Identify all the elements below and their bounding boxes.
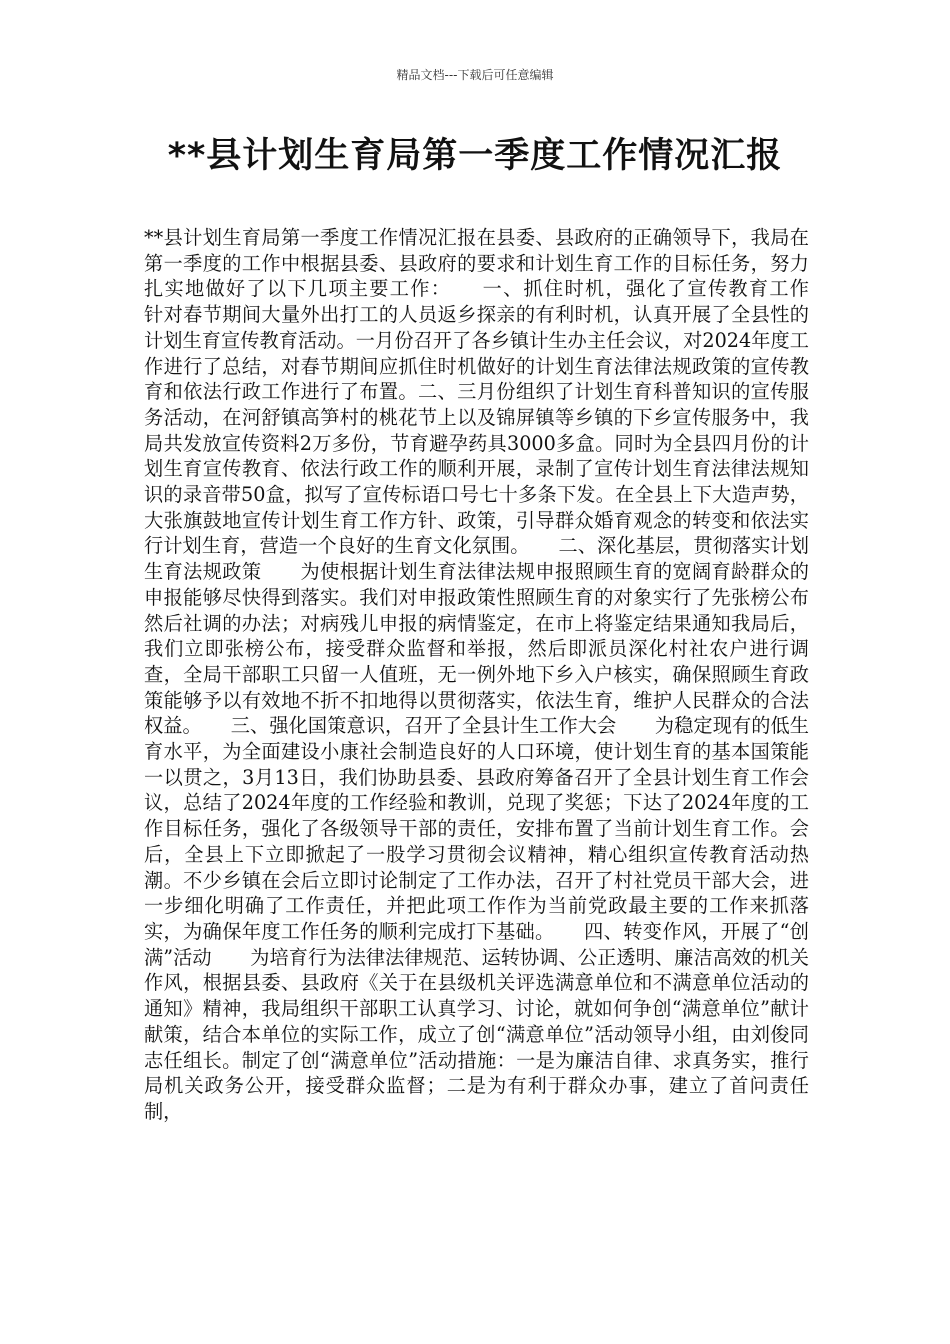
document-title: **县计划生育局第一季度工作情况汇报: [167, 136, 783, 176]
document-body: **县计划生育局第一季度工作情况汇报在县委、县政府的正确领导下，我局在第一季度的工作中根据县委、县政府的要求和计划生育工作的目标任务，努力扎实地做好了以下几项主要工作： 一、抓住时机，强化了宣传教育工作 针对春节期间大量外出打工的人员返乡探亲的有利时机，认真开展了全县性的计划生育宣传教育活动。一月份召开了各乡镇计生办主任会议，对2024年度工作进行了总结，对春节期间应抓住时机做好的计划生育法律法规政策的宣传教育和依法行政工作进行了布置。二、三月份组织了计划生育科普知识的宣传服务活动，在河舒镇高笋村的桃花节上以及锦屏镇等乡镇的下乡宣传服务中，我局共发放宣传资料2万多份，节育避孕药具3000多盒。同时为全县四月份的计划生育宣传教育、依法行政工作的顺利开展，录制了宣传计划生育法律法规知识的录音带50盒，拟写了宣传标语口号七十多条下发。在全县上下大造声势，大张旗鼓地宣传计划生育工作方针、政策，引导群众婚育观念的转变和依法实行计划生育，营造一个良好的生育文化氛围。 二、深化基层，贯彻落实计划生育法规政策 为使根据计划生育法律法规申报照顾生育的宽阔育龄群众的申报能够尽快得到落实。我们对申报政策性照顾生育的对象实行了先张榜公布然后社调的办法；对病残儿申报的病情鉴定，在市上将鉴定结果通知我局后，我们立即张榜公布，接受群众监督和举报，然后即派员深化村社农户进行调查，全局干部职工只留一人值班，无一例外地下乡入户核实，确保照顾生育政策能够予以有效地不折不扣地得以贯彻落实，依法生育，维护人民群众的合法权益。 三、强化国策意识，召开了全县计生工作大会 为稳定现有的低生育水平，为全面建设小康社会制造良好的人口环境，使计划生育的基本国策能一以贯之，3月13日，我们协助县委、县政府筹备召开了全县计划生育工作会议，总结了2024年度的工作经验和教训，兑现了奖惩；下达了2024年度的工作目标任务，强化了各级领导干部的责任，安排布置了当前计划生育工作。会后，全县上下立即掀起了一股学习贯彻会议精神，精心组织宣传教育活动热潮。不少乡镇在会后立即讨论制定了工作办法，召开了村社党员干部大会，进一步细化明确了工作责任，并把此项工作作为当前党政最主要的工作来抓落实，为确保年度工作任务的顺利完成打下基础。 四、转变作风，开展了“创满”活动 为培育行为法律法律规范、运转协调、公正透明、廉洁高效的机关作风，根据县委、县政府《关于在县级机关评选满意单位和不满意单位活动的通知》精神，我局组织干部职工认真学习、讨论，就如何争创“满意单位”献计献策，结合本单位的实际工作，成立了创“满意单位”活动领导小组，由刘俊同志任组长。制定了创“满意单位”活动措施：一是为廉洁自律、求真务实，推行局机关政务公开，接受群众监督；二是为有利于群众办事，建立了首问责任制，: [144, 226, 848, 1123]
header-note: 精品文档---下载后可任意编辑: [396, 68, 554, 82]
